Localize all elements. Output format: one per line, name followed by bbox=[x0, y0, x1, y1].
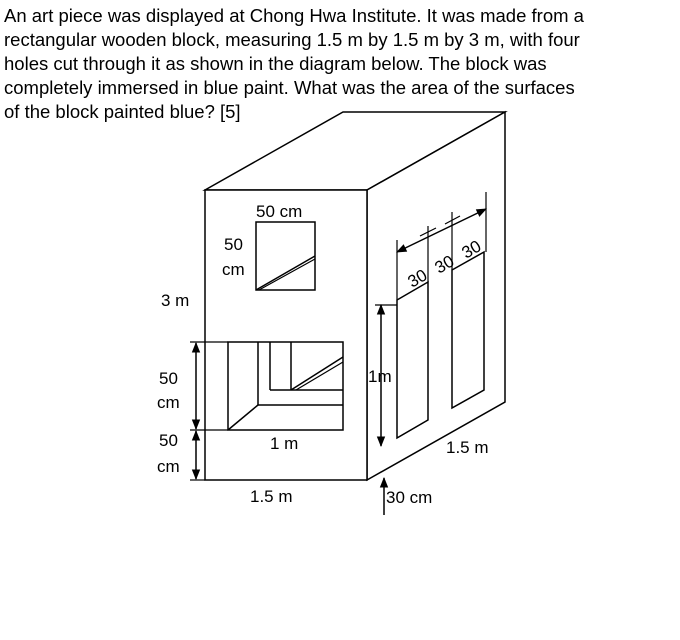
l-hole-height-label: 50 bbox=[159, 369, 178, 388]
top-dim-label-2: 30 bbox=[431, 251, 458, 278]
side-hole-height-label: 1m bbox=[368, 367, 392, 386]
bottom-gap-unit: cm bbox=[157, 457, 180, 476]
top-dim-label-1: 30 bbox=[404, 265, 431, 292]
question-line: rectangular wooden block, measuring 1.5 m by 1.5 m by 3 m, with four bbox=[4, 29, 580, 50]
bottom-gap-label: 50 bbox=[159, 431, 178, 450]
question-line: of the block painted blue? [5] bbox=[4, 101, 241, 122]
question-line: An art piece was displayed at Chong Hwa Institute. It was made from a bbox=[4, 5, 584, 26]
side-depth-label: 1.5 m bbox=[446, 438, 489, 457]
side-gap-label: 30 cm bbox=[386, 488, 433, 507]
square-height-unit: cm bbox=[222, 260, 245, 279]
question-line: holes cut through it as shown in the diagram below. The block was bbox=[4, 53, 547, 74]
l-hole-width-label: 1 m bbox=[270, 434, 299, 453]
top-dim-label-3: 30 bbox=[458, 236, 485, 263]
l-hole-height-unit: cm bbox=[157, 393, 180, 412]
height-3m-label: 3 m bbox=[161, 291, 190, 310]
question-line: completely immersed in blue paint. What was the area of the surfaces bbox=[4, 77, 575, 98]
square-height-label: 50 bbox=[224, 235, 243, 254]
square-width-label: 50 cm bbox=[256, 202, 303, 221]
front-width-label: 1.5 m bbox=[250, 487, 293, 506]
